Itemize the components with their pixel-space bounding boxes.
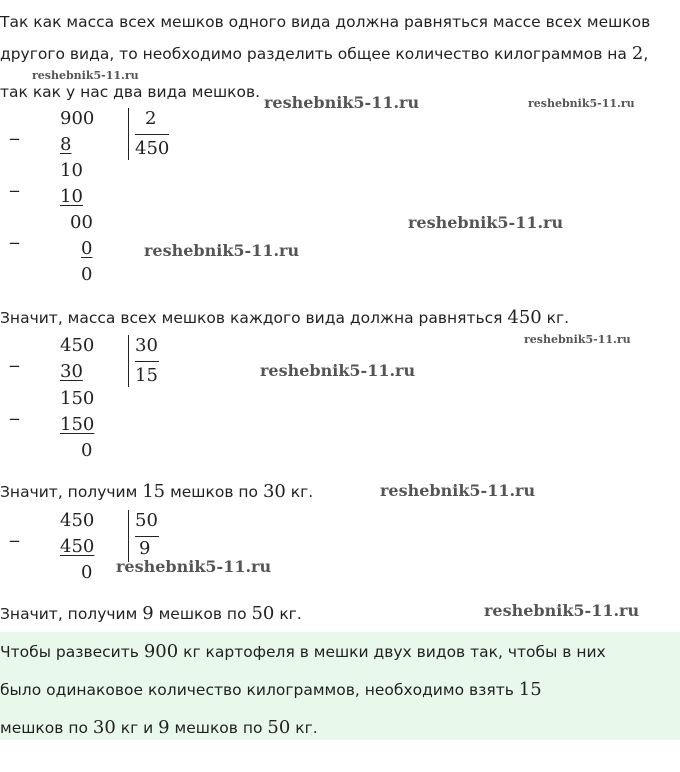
dividend: 450 [60,335,95,356]
minus-sign: _ [10,400,19,421]
subtrahend: 30 [60,361,83,382]
intro-line-1: Так как масса всех мешков одного вида должна равняться массе всех мешков [0,13,651,31]
subtrahend: 450 [60,536,95,557]
watermark: reshebnik5-11.ru [144,241,300,260]
result-2 [0,482,313,502]
result-3-mid: мешков по [153,605,252,623]
watermark: reshebnik5-11.ru [380,481,536,500]
result-3-unit: кг. [274,605,302,623]
minus-sign: _ [10,522,19,543]
answer-line-3 [0,718,318,738]
answer-line-1 [0,642,606,662]
subtrahend: 10 [60,186,83,207]
result-1-number: 450 [507,307,542,328]
divisor-underline [135,134,169,135]
minus-sign: _ [10,120,19,141]
watermark: reshebnik5-11.ru [484,601,640,620]
remainder: 00 [70,212,93,233]
result-2-text: Значит, получим [0,483,143,501]
division-vertical-line [128,335,129,387]
answer-text: мешков по [169,719,268,737]
result-1 [0,308,569,328]
divisor: 2 [145,108,157,129]
minus-sign: _ [10,347,19,368]
result-2-weight: 30 [262,481,286,502]
answer-text: кг картофеля в мешки двух видов так, чтобы в них [178,643,606,661]
divisor: 30 [135,335,158,356]
division-vertical-line [128,510,129,562]
dividend: 450 [60,510,95,531]
watermark: reshebnik5-11.ru [524,333,631,346]
dividend: 900 [60,108,95,129]
minus-sign: _ [10,224,19,245]
answer-number: 50 [267,717,291,738]
answer-number: 9 [158,717,170,738]
final-remainder: 0 [81,562,93,583]
answer-text: мешков по [0,719,93,737]
remainder: 150 [60,388,95,409]
result-1-unit: кг. [541,309,570,327]
watermark: reshebnik5-11.ru [264,93,420,112]
answer-number: 15 [518,679,542,700]
result-3-weight: 50 [251,603,275,624]
quotient: 450 [135,138,170,159]
result-3 [0,604,302,624]
watermark: reshebnik5-11.ru [408,213,564,232]
minus-sign: _ [10,172,19,193]
answer-text: Чтобы развесить [0,643,144,661]
watermark: reshebnik5-11.ru [116,557,272,576]
subtrahend: 0 [81,238,93,259]
intro-line-3: так как у нас два вида мешков. [0,83,261,101]
final-remainder: 0 [81,440,93,461]
watermark: reshebnik5-11.ru [32,69,139,82]
watermark: reshebnik5-11.ru [260,361,416,380]
answer-number: 30 [92,717,116,738]
intro-line-2 [0,44,648,64]
answer-text: было одинаковое количество килограммов, необходимо взять [0,681,519,699]
division-vertical-line [128,108,129,160]
intro-line-2-end: , [643,45,649,63]
quotient: 15 [135,365,158,386]
divisor-underline [135,361,159,362]
subtrahend: 8 [60,134,72,155]
answer-line-2 [0,680,542,700]
divisor: 50 [135,510,158,531]
final-remainder: 0 [81,264,93,285]
remainder: 10 [60,160,83,181]
intro-number: 2 [631,43,644,64]
result-3-text: Значит, получим [0,605,143,623]
subtrahend: 150 [60,414,95,435]
answer-text: кг. [290,719,318,737]
answer-number: 900 [143,641,179,662]
quotient: 9 [139,538,151,559]
result-1-text: Значит, масса всех мешков каждого вида должна равняться [0,309,508,327]
result-2-unit: кг. [285,483,314,501]
result-2-mid: мешков по [165,483,263,501]
answer-text: кг и [115,719,159,737]
intro-line-2-text: другого вида, то необходимо разделить общее количество килограммов на [0,45,632,63]
divisor-underline [135,536,159,537]
result-3-count: 9 [142,603,154,624]
watermark: reshebnik5-11.ru [528,97,635,110]
result-2-count: 15 [142,481,166,502]
